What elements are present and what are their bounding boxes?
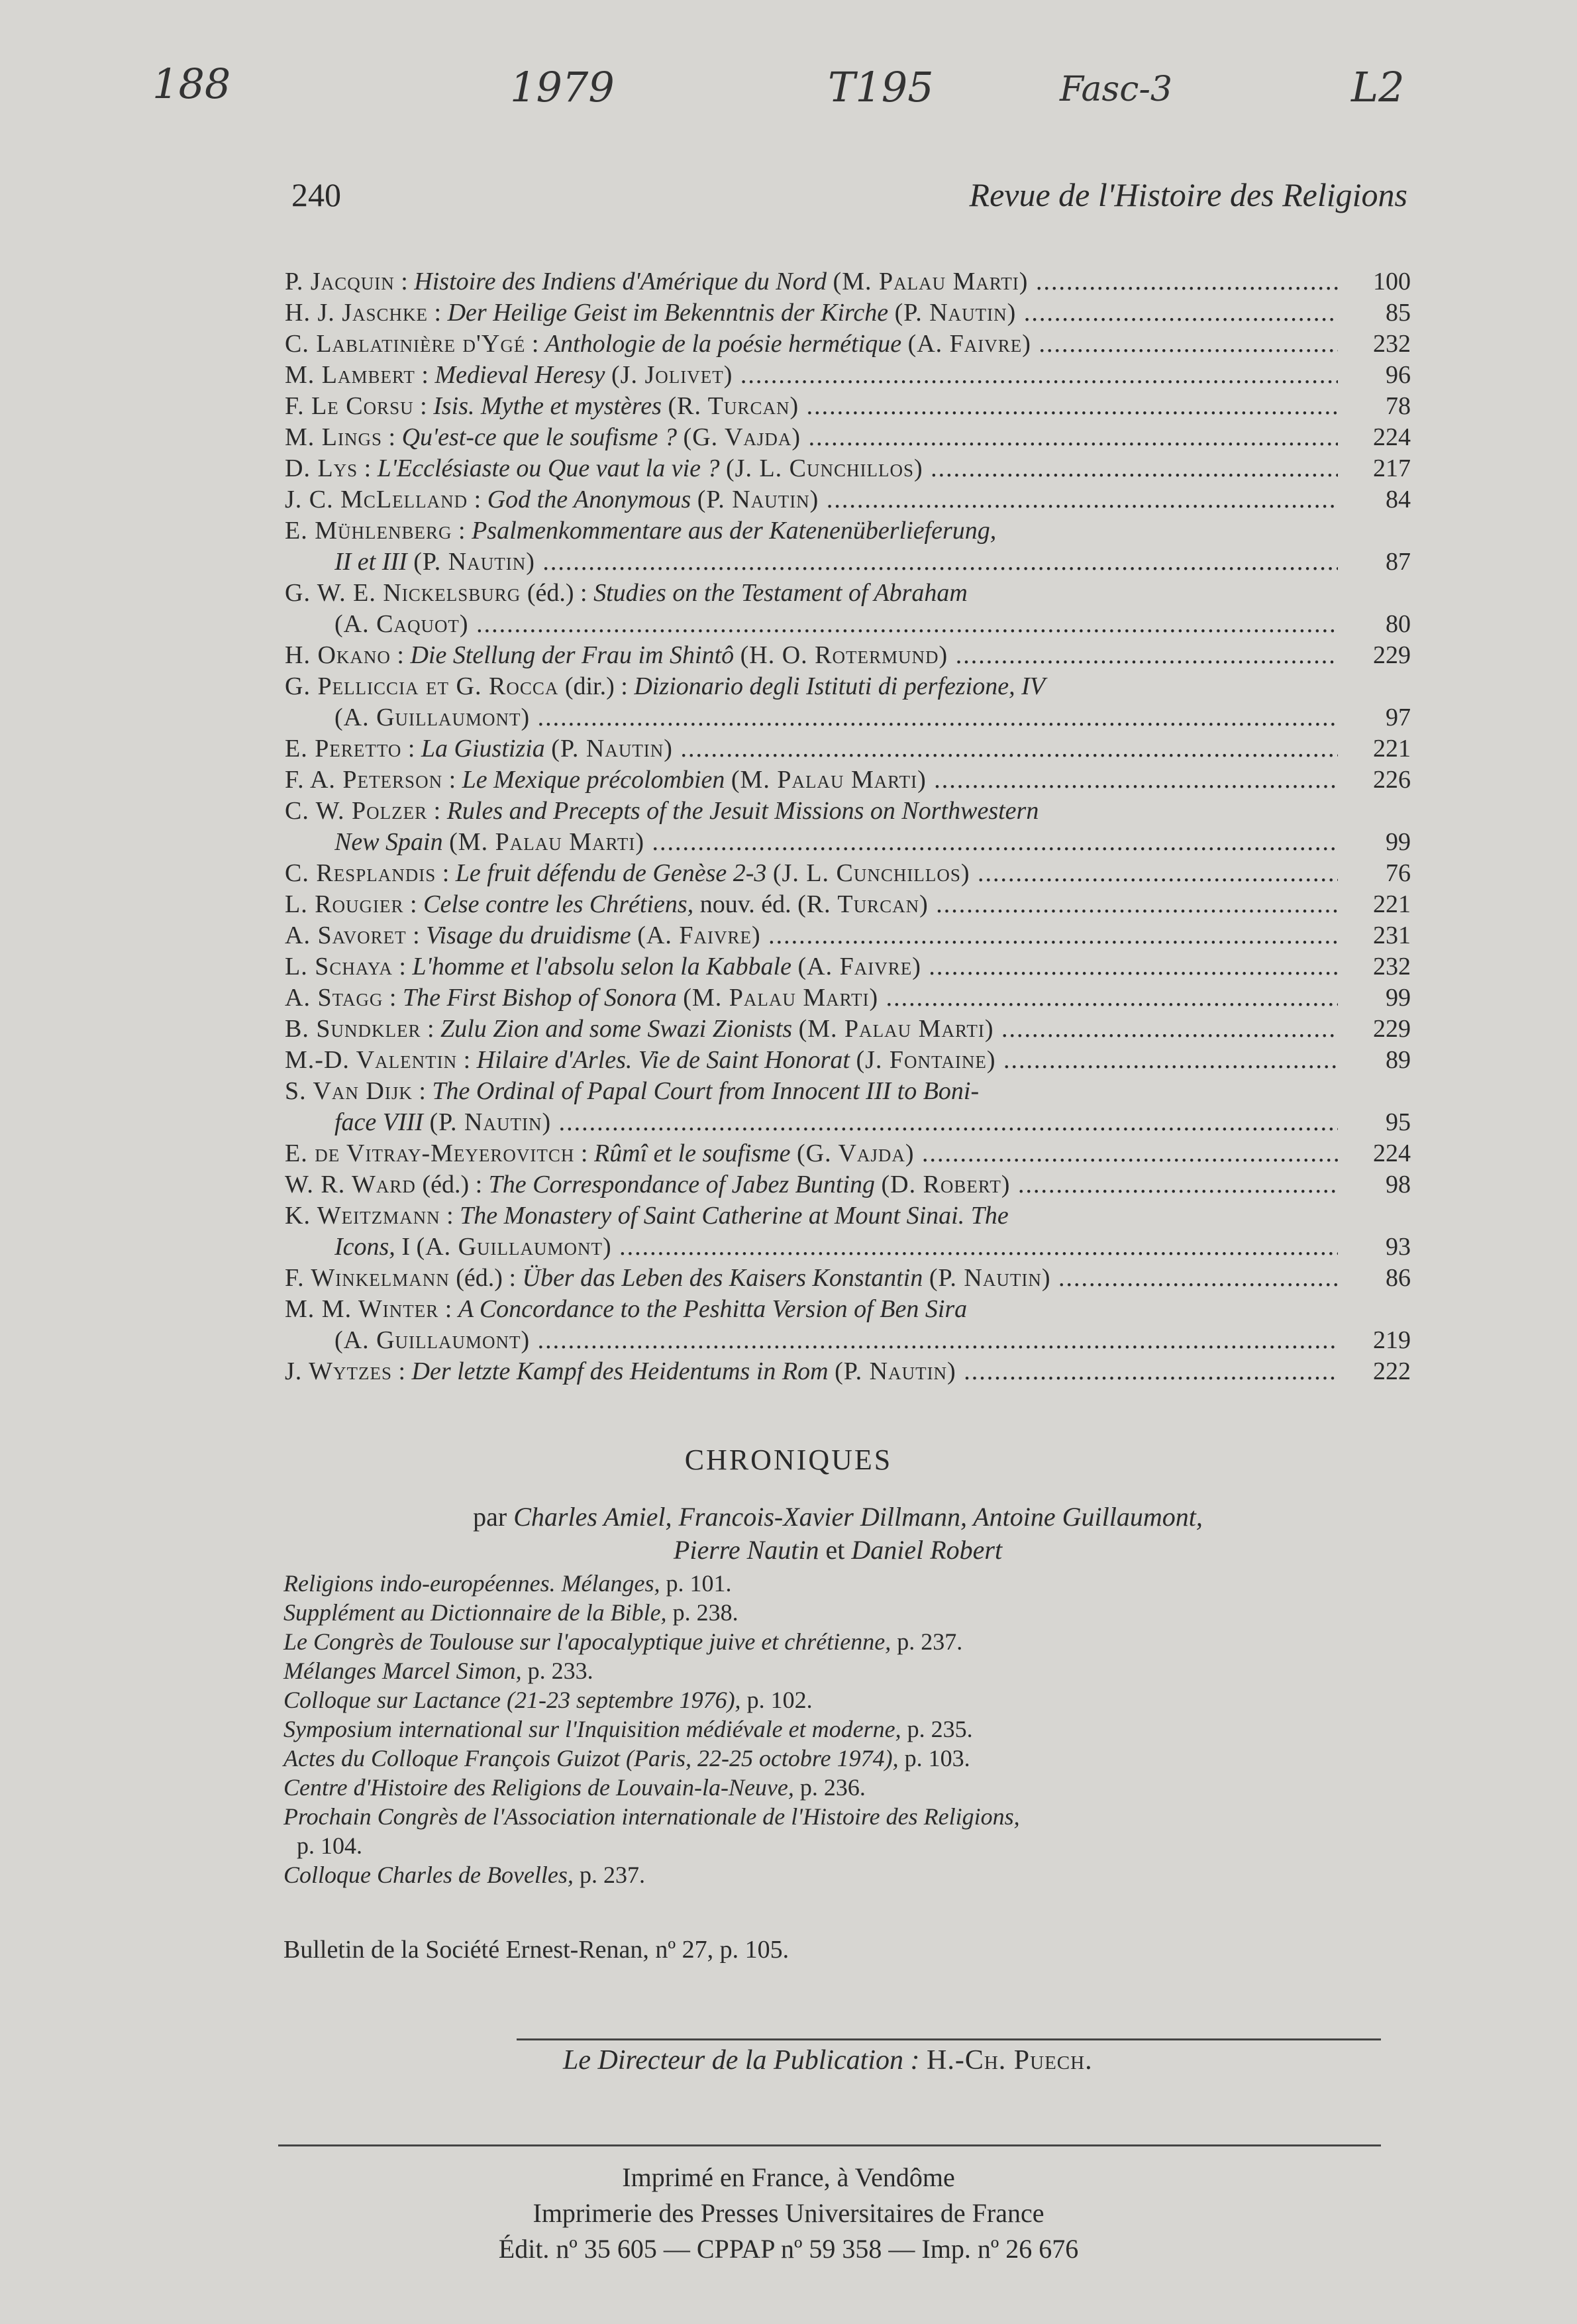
entry-line-1: S. Van Dijk : The Ordinal of Papal Court from Innocent III to Boni- bbox=[285, 1077, 980, 1105]
entry-reviewer: (P. Nautin) bbox=[835, 1357, 956, 1385]
chronique-page: p. 104. bbox=[297, 1832, 362, 1859]
review-entry bbox=[285, 297, 1411, 329]
chronique-title: Mélanges Marcel Simon, bbox=[283, 1658, 522, 1684]
entry-line-2 bbox=[285, 827, 1411, 858]
entry-author: M. Lambert bbox=[285, 361, 415, 389]
director-line bbox=[563, 2044, 1093, 2076]
entry-title: La Giustizia bbox=[421, 735, 545, 763]
imprint bbox=[0, 2160, 1577, 2267]
entry-title: Studies on the Testament of Abraham bbox=[593, 579, 968, 607]
authors-line-3: Daniel Robert bbox=[851, 1535, 1003, 1565]
entry-reviewer: (J. L. Cunchillos) bbox=[772, 859, 970, 887]
entry-text: J. C. McLelland : God the Anonymous (P. Nautin) ..... bbox=[285, 484, 1338, 515]
entry-text: F. A. Peterson : Le Mexique précolombien (M. Palau Marti) ..... bbox=[285, 765, 1338, 796]
entry-text: W. R. Ward (éd.) : The Correspondance of Jabez Bunting (D. Robert) ..... bbox=[285, 1169, 1338, 1200]
entry-reviewer: (P. Nautin) bbox=[929, 1264, 1051, 1292]
entry-text bbox=[334, 1107, 1338, 1138]
review-entry bbox=[285, 920, 1411, 951]
section-title: CHRONIQUES bbox=[684, 1444, 893, 1476]
chronique-item bbox=[283, 1715, 1409, 1744]
entry-author: P. Jacquin bbox=[285, 268, 395, 295]
entry-title: Psalmenkommentare aus der Katenenüberlieferung, bbox=[472, 517, 997, 545]
entry-author: W. R. Ward bbox=[285, 1171, 416, 1198]
handwritten-note-1: 188 bbox=[152, 60, 231, 108]
chronique-title: Colloque Charles de Bovelles, bbox=[283, 1862, 574, 1888]
entry-reviewer: (J. Fontaine) bbox=[856, 1046, 996, 1074]
review-index bbox=[285, 266, 1411, 1387]
entry-page: 89 bbox=[1386, 1046, 1411, 1074]
entry-title: Visage du druidisme bbox=[426, 922, 631, 949]
handwritten-note-3: T195 bbox=[828, 63, 934, 111]
entry-reviewer: (A. Guillaumont) bbox=[416, 1233, 612, 1261]
entry-author: A. Savoret bbox=[285, 922, 407, 949]
entry-reviewer: (M. Palau Marti) bbox=[798, 1015, 994, 1043]
chronique-item bbox=[283, 1627, 1409, 1656]
chronique-item bbox=[283, 1656, 1409, 1685]
entry-title: Dizionario degli Istituti di perfezione, IV bbox=[634, 672, 1045, 700]
entry-page: 229 bbox=[1373, 1015, 1411, 1043]
handwritten-note-2: 1979 bbox=[510, 63, 615, 111]
entry-page: 87 bbox=[1386, 548, 1411, 576]
chronique-page: p. 237. bbox=[897, 1628, 963, 1655]
entry-reviewer: (A. Faivre) bbox=[907, 330, 1031, 358]
entry-text: H. Okano : Die Stellung der Frau im Shintô (H. O. Rotermund) ..... bbox=[285, 640, 1338, 671]
entry-page: 229 bbox=[1373, 641, 1411, 669]
entry-text: C. Resplandis : Le fruit défendu de Genèse 2-3 (J. L. Cunchillos) ..... bbox=[285, 858, 1338, 889]
chronique-title: Religions indo-européennes. Mélanges, bbox=[283, 1570, 660, 1597]
review-entry bbox=[285, 889, 1411, 920]
entry-line-1: C. W. Polzer : Rules and Precepts of the Jesuit Missions on Northwestern bbox=[285, 797, 1039, 825]
imprint-line-2: Imprimerie des Presses Universitaires de France bbox=[533, 2198, 1044, 2228]
entry-author: J. C. McLelland bbox=[285, 486, 468, 513]
entry-page: 231 bbox=[1373, 922, 1411, 949]
review-entry bbox=[285, 640, 1411, 671]
entry-text: L. Rougier : Celse contre les Chrétiens, nouv. éd. (R. Turcan) ..... bbox=[285, 889, 1338, 920]
authors-line-2: Pierre Nautin bbox=[673, 1535, 819, 1565]
review-entry bbox=[285, 733, 1411, 765]
entry-title: The First Bishop of Sonora bbox=[402, 984, 677, 1012]
entry-page: 222 bbox=[1373, 1357, 1411, 1385]
entry-author: M.-D. Valentin bbox=[285, 1046, 458, 1074]
entry-page: 232 bbox=[1373, 953, 1411, 980]
entry-title: L'Ecclésiaste ou Que vaut la vie ? bbox=[377, 454, 720, 482]
entry-author: G. W. E. Nickelsburg bbox=[285, 579, 521, 607]
chronique-page: p. 238. bbox=[672, 1599, 738, 1626]
chroniques-list bbox=[283, 1569, 1409, 1889]
entry-reviewer: (M. Palau Marti) bbox=[683, 984, 879, 1012]
entry-line-2 bbox=[285, 1232, 1411, 1263]
et-label: et bbox=[825, 1535, 845, 1565]
entry-text: H. J. Jaschke : Der Heilige Geist im Bekenntnis der Kirche (P. Nautin) ..... bbox=[285, 297, 1338, 329]
entry-author: H. Okano bbox=[285, 641, 391, 669]
entry-title-cont: New Spain bbox=[334, 828, 443, 856]
review-entry bbox=[285, 515, 1411, 578]
entry-page: 232 bbox=[1373, 330, 1411, 358]
entry-text: Icons, I (A. Guillaumont) ..... bbox=[334, 1232, 1338, 1263]
entry-reviewer: (H. O. Rotermund) bbox=[740, 641, 948, 669]
entry-page: 93 bbox=[1386, 1233, 1411, 1261]
entry-reviewer: (M. Palau Marti) bbox=[449, 828, 645, 856]
bulletin-line: Bulletin de la Société Ernest-Renan, nº 27, p. 105. bbox=[283, 1936, 789, 1964]
entry-title-cont: face VIII bbox=[334, 1108, 423, 1136]
chronique-page: p. 102. bbox=[746, 1687, 813, 1713]
entry-reviewer: (A. Guillaumont) bbox=[334, 704, 531, 731]
entry-reviewer: (G. Vajda) bbox=[797, 1139, 915, 1167]
entry-reviewer: (A. Faivre) bbox=[637, 922, 761, 949]
entry-page: 80 bbox=[1386, 610, 1411, 638]
review-entry bbox=[285, 765, 1411, 796]
review-entry bbox=[285, 1263, 1411, 1294]
entry-page: 217 bbox=[1373, 454, 1411, 482]
entry-text bbox=[334, 827, 1338, 858]
entry-page: 96 bbox=[1386, 361, 1411, 389]
entry-line-2 bbox=[285, 702, 1411, 733]
entry-text: E. de Vitray-Meyerovitch : Rûmî et le soufisme (G. Vajda) ..... bbox=[285, 1138, 1338, 1169]
entry-line-2 bbox=[285, 1325, 1411, 1356]
entry-author: F. A. Peterson bbox=[285, 766, 443, 794]
entry-reviewer: (J. L. Cunchillos) bbox=[726, 454, 923, 482]
imprint-line-1: Imprimé en France, à Vendôme bbox=[622, 2162, 955, 2192]
entry-author: M. M. Winter bbox=[285, 1295, 439, 1323]
chronique-page: p. 235. bbox=[907, 1716, 973, 1742]
review-entry bbox=[285, 796, 1411, 858]
page-header bbox=[291, 176, 1407, 229]
entry-text: M. Lambert : Medieval Heresy (J. Jolivet) ..... bbox=[285, 360, 1338, 391]
chronique-item bbox=[283, 1860, 1409, 1889]
entry-reviewer: (R. Turcan) bbox=[797, 890, 929, 918]
chronique-item bbox=[283, 1598, 1409, 1627]
entry-title: Anthologie de la poésie hermétique bbox=[544, 330, 902, 358]
entry-author: F. Winkelmann bbox=[285, 1264, 450, 1292]
review-entry bbox=[285, 1200, 1411, 1263]
entry-author: L. Rougier bbox=[285, 890, 404, 918]
review-entry bbox=[285, 360, 1411, 391]
entry-title-cont: II et III bbox=[334, 548, 407, 576]
entry-title: Le fruit défendu de Genèse 2-3 bbox=[455, 859, 767, 887]
chronique-title: Centre d'Histoire des Religions de Louvain-la-Neuve, bbox=[283, 1774, 794, 1801]
entry-title-cont: Icons, bbox=[334, 1233, 395, 1261]
entry-page: 221 bbox=[1373, 735, 1411, 763]
entry-line-1: M. M. Winter : A Concordance to the Peshitta Version of Ben Sira bbox=[285, 1295, 968, 1323]
entry-reviewer: (D. Robert) bbox=[881, 1171, 1011, 1198]
chronique-title: Symposium international sur l'Inquisition médiévale et moderne, bbox=[283, 1716, 901, 1742]
entry-title: Histoire des Indiens d'Amérique du Nord bbox=[414, 268, 827, 295]
entry-title: The Correspondance of Jabez Bunting bbox=[488, 1171, 875, 1198]
handwritten-note-4: Fasc-3 bbox=[1060, 70, 1173, 109]
entry-title: Die Stellung der Frau im Shintô bbox=[410, 641, 735, 669]
entry-text: D. Lys : L'Ecclésiaste ou Que vaut la vie ? (J. L. Cunchillos) ..... bbox=[285, 453, 1338, 484]
entry-line-2 bbox=[285, 547, 1411, 578]
chronique-item bbox=[283, 1773, 1409, 1802]
review-entry bbox=[285, 858, 1411, 889]
chronique-page: p. 233. bbox=[527, 1658, 593, 1684]
chronique-page: p. 236. bbox=[799, 1774, 866, 1801]
entry-author: A. Stagg bbox=[285, 984, 383, 1012]
entry-reviewer: (M. Palau Marti) bbox=[833, 268, 1029, 295]
entry-page: 86 bbox=[1386, 1264, 1411, 1292]
review-entry bbox=[285, 1045, 1411, 1076]
entry-page: 76 bbox=[1386, 859, 1411, 887]
entry-author: E. de Vitray-Meyerovitch bbox=[285, 1139, 575, 1167]
imprint-line-3: Édit. nº 35 605 — CPPAP nº 59 358 — Imp. nº 26 676 bbox=[498, 2234, 1079, 2264]
entry-text: M. Lings : Qu'est-ce que le soufisme ? (G. Vajda) ..... bbox=[285, 422, 1338, 453]
entry-title: Der letzte Kampf des Heidentums in Rom bbox=[411, 1357, 829, 1385]
entry-author: D. Lys bbox=[285, 454, 358, 482]
entry-title: Zulu Zion and some Swazi Zionists bbox=[440, 1015, 793, 1043]
entry-page: 224 bbox=[1373, 1139, 1411, 1167]
divider bbox=[278, 2144, 1381, 2146]
entry-title: Isis. Mythe et mystères bbox=[433, 392, 662, 420]
entry-text: P. Jacquin : Histoire des Indiens d'Amérique du Nord (M. Palau Marti) ..... bbox=[285, 266, 1338, 297]
director-label: Le Directeur de la Publication : bbox=[563, 2045, 920, 2076]
entry-author: E. Mühlenberg bbox=[285, 517, 452, 545]
chronique-item bbox=[283, 1744, 1409, 1773]
review-entry bbox=[285, 951, 1411, 982]
chronique-title: Colloque sur Lactance (21-23 septembre 1976), bbox=[283, 1687, 741, 1713]
entry-reviewer: (A. Guillaumont) bbox=[334, 1326, 531, 1354]
entry-text bbox=[334, 609, 1338, 640]
entry-author: K. Weitzmann bbox=[285, 1202, 440, 1230]
entry-reviewer: (P. Nautin) bbox=[429, 1108, 552, 1136]
chronique-title: Le Congrès de Toulouse sur l'apocalyptique juive et chrétienne, bbox=[283, 1628, 891, 1655]
handwritten-note-5: L2 bbox=[1351, 63, 1405, 111]
entry-text: C. Lablatinière d'Ygé : Anthologie de la poésie hermétique (A. Faivre) ..... bbox=[285, 329, 1338, 360]
entry-page: 84 bbox=[1386, 486, 1411, 513]
review-entry bbox=[285, 1138, 1411, 1169]
entry-reviewer: (M. Palau Marti) bbox=[731, 766, 927, 794]
director-name: H.-Ch. Puech. bbox=[927, 2045, 1093, 2076]
entry-text bbox=[334, 547, 1338, 578]
review-entry bbox=[285, 391, 1411, 422]
review-entry bbox=[285, 1076, 1411, 1138]
review-entry bbox=[285, 422, 1411, 453]
entry-reviewer: (G. Vajda) bbox=[683, 423, 801, 451]
entry-title: Medieval Heresy bbox=[434, 361, 605, 389]
entry-page: 78 bbox=[1386, 392, 1411, 420]
review-entry bbox=[285, 453, 1411, 484]
entry-line-1: G. W. E. Nickelsburg (éd.) : Studies on the Testament of Abraham bbox=[285, 579, 968, 607]
entry-reviewer: (R. Turcan) bbox=[668, 392, 799, 420]
entry-line-2 bbox=[285, 609, 1411, 640]
entry-reviewer: (A. Caquot) bbox=[334, 610, 469, 638]
entry-page: 85 bbox=[1386, 299, 1411, 327]
entry-title: Rules and Precepts of the Jesuit Missions on Northwestern bbox=[446, 797, 1039, 825]
entry-author: C. Resplandis bbox=[285, 859, 436, 887]
page-number: 240 bbox=[291, 176, 341, 213]
chronique-page: p. 103. bbox=[904, 1745, 970, 1771]
entry-title: Celse contre les Chrétiens, bbox=[423, 890, 694, 918]
entry-reviewer: (A. Faivre) bbox=[797, 953, 921, 980]
review-entry bbox=[285, 982, 1411, 1014]
entry-title: Hilaire d'Arles. Vie de Saint Honorat bbox=[476, 1046, 850, 1074]
entry-text: A. Savoret : Visage du druidisme (A. Faivre) ..... bbox=[285, 920, 1338, 951]
chronique-page: p. 101. bbox=[666, 1570, 732, 1597]
entry-page: 98 bbox=[1386, 1171, 1411, 1198]
chronique-item bbox=[283, 1569, 1409, 1598]
chronique-title: Supplément au Dictionnaire de la Bible, bbox=[283, 1599, 667, 1626]
entry-line-1: E. Mühlenberg : Psalmenkommentare aus der Katenenüberlieferung, bbox=[285, 517, 997, 545]
entry-text: B. Sundkler : Zulu Zion and some Swazi Zionists (M. Palau Marti) ..... bbox=[285, 1014, 1338, 1045]
entry-text: M.-D. Valentin : Hilaire d'Arles. Vie de Saint Honorat (J. Fontaine) ..... bbox=[285, 1045, 1338, 1076]
entry-page: 219 bbox=[1373, 1326, 1411, 1354]
entry-text: A. Stagg : The First Bishop of Sonora (M. Palau Marti) ..... bbox=[285, 982, 1338, 1014]
entry-text: F. Winkelmann (éd.) : Über das Leben des Kaisers Konstantin (P. Nautin) ..... bbox=[285, 1263, 1338, 1294]
chronique-page: p. 237. bbox=[579, 1862, 645, 1888]
entry-text: F. Le Corsu : Isis. Mythe et mystères (R. Turcan) ..... bbox=[285, 391, 1338, 422]
authors-line-1: Charles Amiel, Francois-Xavier Dillmann, Antoine Guillaumont, bbox=[513, 1502, 1203, 1532]
review-entry bbox=[285, 484, 1411, 515]
entry-line-1: K. Weitzmann : The Monastery of Saint Catherine at Mount Sinai. The bbox=[285, 1202, 1009, 1230]
entry-reviewer: (P. Nautin) bbox=[894, 299, 1017, 327]
review-entry bbox=[285, 578, 1411, 640]
entry-text bbox=[334, 702, 1338, 733]
entry-title: Über das Leben des Kaisers Konstantin bbox=[522, 1264, 923, 1292]
entry-title: The Monastery of Saint Catherine at Mount Sinai. The bbox=[460, 1202, 1009, 1230]
review-entry bbox=[285, 1169, 1411, 1200]
entry-title: Rûmî et le soufisme bbox=[593, 1139, 791, 1167]
entry-author: H. J. Jaschke bbox=[285, 299, 429, 327]
chronique-item bbox=[283, 1685, 1409, 1715]
review-entry bbox=[285, 1356, 1411, 1387]
entry-title: A Concordance to the Peshitta Version of Ben Sira bbox=[458, 1295, 968, 1323]
entry-author: S. Van Dijk bbox=[285, 1077, 413, 1105]
entry-page: 99 bbox=[1386, 828, 1411, 856]
entry-text: L. Schaya : L'homme et l'absolu selon la Kabbale (A. Faivre) ..... bbox=[285, 951, 1338, 982]
chronique-item bbox=[283, 1802, 1409, 1860]
review-entry bbox=[285, 266, 1411, 297]
entry-page: 99 bbox=[1386, 984, 1411, 1012]
entry-line-1: G. Pelliccia et G. Rocca (dir.) : Dizionario degli Istituti di perfezione, IV bbox=[285, 672, 1045, 700]
entry-page: 100 bbox=[1373, 268, 1411, 295]
chroniques-authors bbox=[278, 1501, 1398, 1567]
chronique-title: Actes du Colloque François Guizot (Paris, 22-25 octobre 1974), bbox=[283, 1745, 899, 1771]
entry-author: M. Lings bbox=[285, 423, 383, 451]
running-title: Revue de l'Histoire des Religions bbox=[969, 176, 1407, 213]
entry-author: C. W. Polzer bbox=[285, 797, 428, 825]
entry-title: Qu'est-ce que le soufisme ? bbox=[401, 423, 678, 451]
entry-title: L'homme et l'absolu selon la Kabbale bbox=[412, 953, 791, 980]
entry-text bbox=[334, 1325, 1338, 1356]
entry-title: Le Mexique précolombien bbox=[462, 766, 725, 794]
entry-author: B. Sundkler bbox=[285, 1015, 421, 1043]
entry-author: L. Schaya bbox=[285, 953, 393, 980]
review-entry bbox=[285, 1014, 1411, 1045]
entry-line-2 bbox=[285, 1107, 1411, 1138]
chronique-title: Prochain Congrès de l'Association internationale de l'Histoire des Religions, bbox=[283, 1803, 1020, 1830]
entry-author: G. Pelliccia et G. Rocca bbox=[285, 672, 559, 700]
entry-reviewer: (P. Nautin) bbox=[413, 548, 535, 576]
entry-reviewer: (P. Nautin) bbox=[697, 486, 819, 513]
entry-title: The Ordinal of Papal Court from Innocent III to Boni- bbox=[432, 1077, 980, 1105]
entry-page: 224 bbox=[1373, 423, 1411, 451]
entry-title: Der Heilige Geist im Bekenntnis der Kirche bbox=[447, 299, 889, 327]
review-entry bbox=[285, 329, 1411, 360]
review-entry bbox=[285, 671, 1411, 733]
review-entry bbox=[285, 1294, 1411, 1356]
entry-author: J. Wytzes bbox=[285, 1357, 392, 1385]
entry-reviewer: (P. Nautin) bbox=[551, 735, 673, 763]
entry-page: 226 bbox=[1373, 766, 1411, 794]
divider bbox=[517, 2038, 1381, 2040]
entry-page: 221 bbox=[1373, 890, 1411, 918]
entry-text: E. Peretto : La Giustizia (P. Nautin) ..... bbox=[285, 733, 1338, 765]
entry-page: 97 bbox=[1386, 704, 1411, 731]
entry-page: 95 bbox=[1386, 1108, 1411, 1136]
entry-author: E. Peretto bbox=[285, 735, 402, 763]
entry-title: God the Anonymous bbox=[487, 486, 691, 513]
entry-author: C. Lablatinière d'Ygé bbox=[285, 330, 526, 358]
entry-text: J. Wytzes : Der letzte Kampf des Heidentums in Rom (P. Nautin) ..... bbox=[285, 1356, 1338, 1387]
par-label: par bbox=[473, 1502, 507, 1532]
entry-author: F. Le Corsu bbox=[285, 392, 414, 420]
entry-reviewer: (J. Jolivet) bbox=[611, 361, 733, 389]
